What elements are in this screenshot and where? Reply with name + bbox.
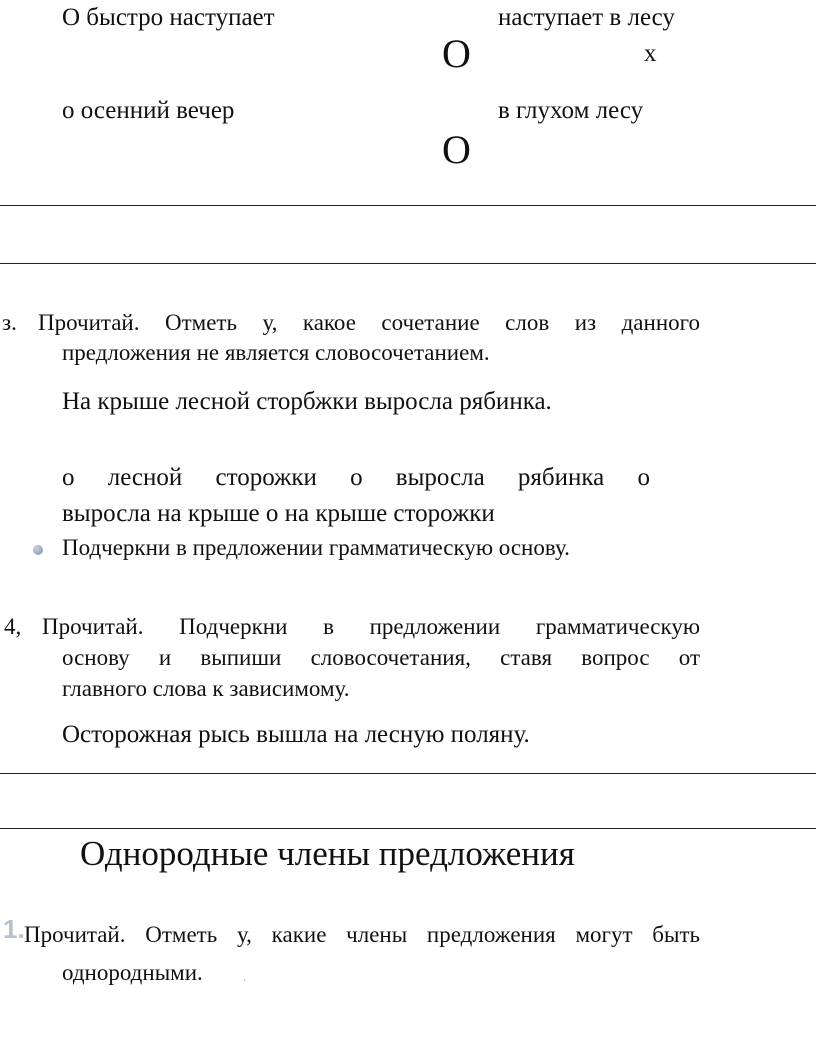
task4-sentence: Осторожная рысь вышла на лесную поляну. — [62, 721, 530, 748]
top-row1-left: О быстро наступает — [62, 4, 275, 31]
task1-instruction-line1: Прочитай. Отметь у, какие члены предложения могут быть — [24, 922, 700, 947]
answer-line-3 — [0, 773, 816, 774]
task3-instruction-line1: Прочитай. Отметь у, какое сочетание слов из данного — [38, 310, 700, 335]
bullet-icon — [33, 545, 43, 555]
task4-number: 4, — [4, 614, 22, 639]
task3-options-line1: о лесной сторожки о выросла рябинка о — [62, 464, 650, 491]
task1-number: 1. — [3, 914, 25, 944]
answer-line-1 — [0, 205, 816, 206]
task3-instruction-line2: предложения не является словосочетанием. — [62, 340, 490, 365]
task3-options-line2: выросла на крыше о на крыше сторожки — [62, 500, 495, 527]
big-o-marker-2: О — [442, 127, 471, 172]
task3-bullet-text: Подчеркни в предложении грамматическую основу. — [62, 535, 570, 560]
answer-line-4 — [0, 828, 816, 829]
task4-instruction-line3: главного слова к зависимому. — [62, 676, 350, 701]
task4-instruction-line2: основу и выпиши словосочетания, ставя вопрос от — [62, 645, 700, 670]
big-o-marker-1: О — [442, 31, 471, 76]
top-row2-right: в глухом лесу — [498, 97, 644, 124]
task1-instruction-line2: однородными. — [62, 960, 203, 985]
top-row1-right: наступает в лесу — [498, 4, 675, 31]
task3-sentence: На крыше лесной сторбжки выросла рябинка. — [62, 388, 552, 415]
top-row2-left: о осенний вечер — [62, 97, 235, 124]
task3-number: з. — [2, 310, 17, 335]
task4-instruction-line1: Прочитай. Подчеркни в предложении грамматическую — [42, 614, 700, 639]
section-heading: Однородные члены предложения — [80, 834, 575, 873]
x-marker: х — [644, 40, 657, 67]
answer-line-2 — [0, 263, 816, 264]
trailing-mark: . — [243, 970, 246, 984]
